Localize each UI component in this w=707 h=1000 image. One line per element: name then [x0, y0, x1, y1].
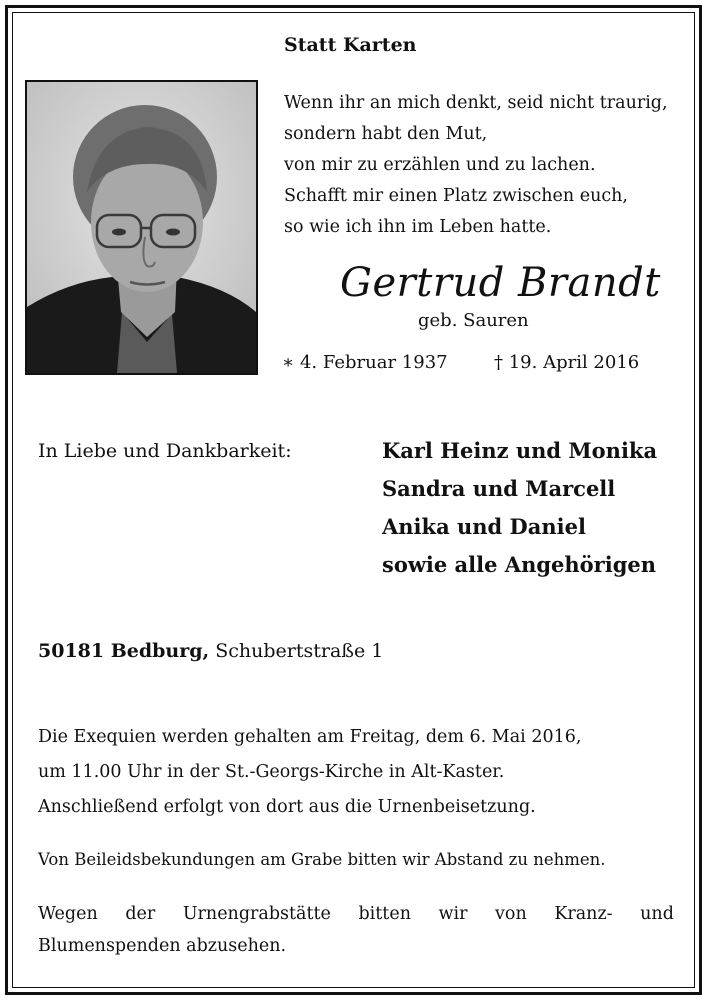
exequies-line: Anschließend erfolgt von dort aus die Urnenbeisetzung. [38, 797, 536, 817]
wreath-line-2: Blumenspenden abzusehen. [38, 936, 287, 956]
mourner-name: Sandra und Marcell [382, 476, 616, 501]
mourners-list [382, 432, 657, 584]
mourner-name: Karl Heinz und Monika [382, 438, 658, 463]
poem-line: so wie ich ihn im Leben hatte. [284, 217, 552, 237]
wreath-word: wir [438, 904, 468, 924]
portrait-image [27, 82, 256, 373]
maiden-name: geb. Sauren [418, 310, 529, 331]
death-date: † 19. April 2016 [494, 352, 640, 373]
poem-line: Wenn ihr an mich denkt, seid nicht traurig, [284, 93, 668, 113]
address [38, 640, 383, 662]
mourner-name: sowie alle Angehörigen [382, 552, 657, 577]
mourner-name: Anika und Daniel [382, 514, 586, 539]
poem-line: Schafft mir einen Platz zwischen euch, [284, 186, 628, 206]
poem-line: sondern habt den Mut, [284, 124, 488, 144]
wreath-word: und [640, 904, 674, 924]
portrait-photo [25, 80, 258, 375]
wreath-word: Kranz- [554, 904, 613, 924]
wreath-word: der [125, 904, 156, 924]
mourners-label: In Liebe und Dankbarkeit: [38, 440, 292, 462]
poem-line: von mir zu erzählen und zu lachen. [284, 155, 596, 175]
statt-karten-heading: Statt Karten [284, 34, 417, 56]
wreath-word: Wegen [38, 904, 98, 924]
wreath-word: Urnengrabstätte [182, 904, 331, 924]
exequies-notice [38, 720, 674, 825]
wreath-word: von [495, 904, 527, 924]
condolences-notice: Von Beileidsbekundungen am Grabe bitten wir Abstand zu nehmen. [38, 850, 606, 869]
exequies-line: Die Exequien werden gehalten am Freitag, dem 6. Mai 2016, [38, 727, 582, 747]
wreath-notice [38, 898, 674, 962]
address-street: Schubertstraße 1 [215, 640, 384, 662]
deceased-name: Gertrud Brandt [340, 260, 661, 306]
wreath-line-1 [38, 898, 674, 930]
exequies-line: um 11.00 Uhr in der St.-Georgs-Kirche in Alt-Kaster. [38, 762, 505, 782]
birth-date: ∗ 4. Februar 1937 [282, 352, 448, 373]
address-city: 50181 Bedburg, [38, 640, 210, 662]
wreath-word: bitten [358, 904, 411, 924]
poem [284, 88, 668, 243]
